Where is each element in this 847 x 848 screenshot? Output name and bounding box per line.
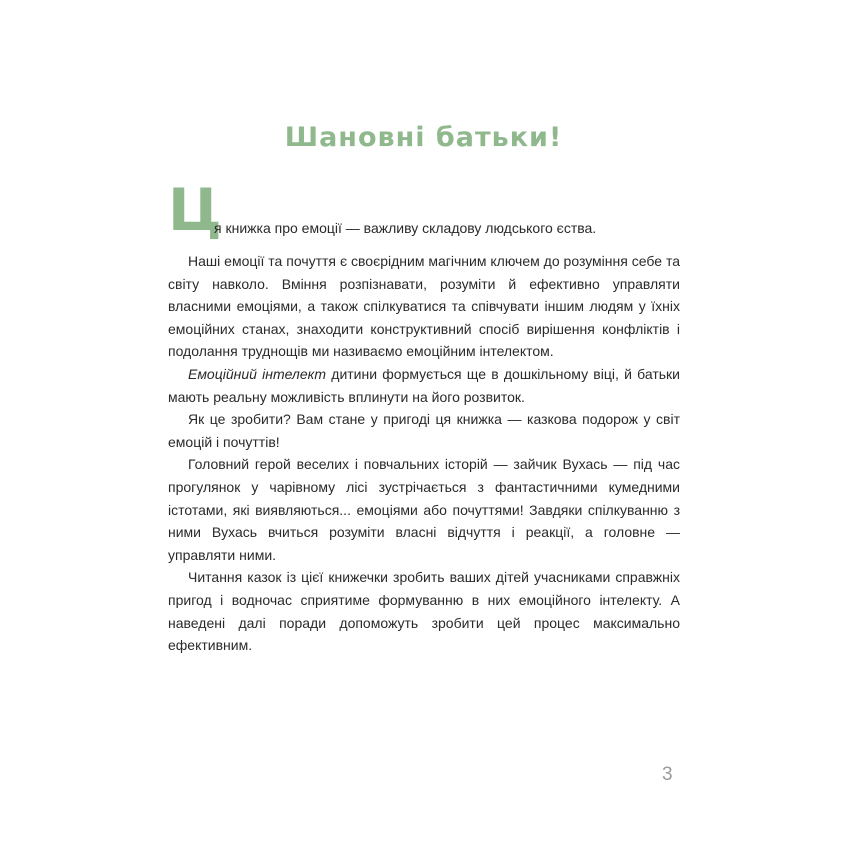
- page-title: Шановні батьки!: [284, 122, 563, 153]
- body-text: [168, 176, 680, 657]
- paragraph: Читання казок із цієї книжечки зробить ваших дітей учасниками справжніх пригод і водночас сприятиме формуванню в них емоційного інтелекту. А наведені далі поради допоможуть зробити цей процес максимально ефективним.: [168, 569, 680, 654]
- paragraph: Як це зробити? Вам стане у пригоді ця книжка — казкова подорож у світ емоцій і почуттів!: [168, 411, 680, 450]
- lead-paragraph: [168, 176, 680, 244]
- paragraph: Емоційний інтелект дитини формується ще в дошкільному віці, й батьки мають реальну можливість вплинути на його розвиток.: [168, 365, 680, 405]
- drop-cap: Ц: [168, 176, 222, 244]
- paragraph: Головний герой веселих і повчальних історій — зайчик Вухась — під час прогулянок у чарівному лісі зустрічається з фантастичними кумедними істотами, які виявляються... емоціями або почуттями! Завдяки спілкуванню з ними Вухась вчиться розуміти власні відчуття і реакції, а головне — управляти ними.: [168, 456, 680, 563]
- page-number: 3: [662, 764, 673, 785]
- lead-text: я книжка про емоції — важливу складову людського єства.: [214, 220, 597, 236]
- paragraph: Наші емоції та почуття є своєрідним магічним ключем до розуміння себе та світу навколо. Вміння розпізнавати, розуміти й ефективно управляти власними емоціями, а також спілкуватися та співчувати іншим людям у їхніх емоційних станах, знаходити конструктивний спосіб вирішення конфліктів і подолання труднощів ми називаємо емоційним інтелектом.: [168, 253, 680, 360]
- italic-term: Емоційний інтелект: [188, 365, 327, 382]
